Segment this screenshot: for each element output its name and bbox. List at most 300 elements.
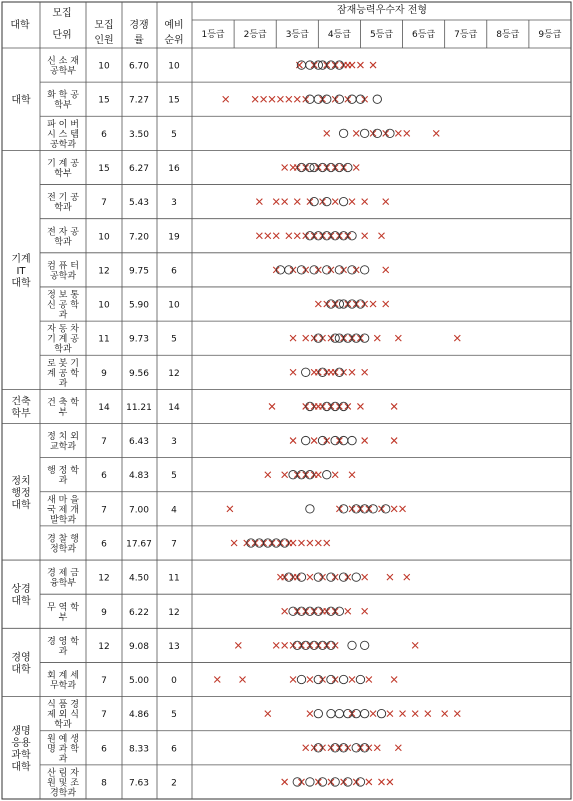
quota-value: 7 <box>101 437 107 448</box>
unit-name: 계 공 학 <box>47 368 79 379</box>
passed-applicant-mark <box>310 266 318 274</box>
passed-applicant-mark <box>302 436 310 444</box>
college-name: 경영 <box>11 652 31 664</box>
rate-value: 9.08 <box>128 641 150 652</box>
reserve-value: 11 <box>168 573 180 584</box>
quota-value: 10 <box>98 232 110 243</box>
passed-applicant-mark <box>360 129 368 137</box>
failed-applicant-mark <box>303 335 309 341</box>
unit-name: 과 <box>58 646 68 657</box>
failed-applicant-mark <box>357 403 363 409</box>
passed-applicant-mark <box>344 709 352 717</box>
passed-applicant-mark <box>314 607 322 615</box>
passed-applicant-mark <box>327 300 335 308</box>
unit-name: 기 계 공 <box>47 334 79 345</box>
failed-applicant-mark <box>307 677 313 683</box>
failed-applicant-mark <box>387 711 393 717</box>
failed-applicant-mark <box>395 745 401 751</box>
failed-applicant-mark <box>362 438 368 444</box>
unit-name: 교학과 <box>49 442 77 453</box>
failed-applicant-mark <box>383 199 389 205</box>
failed-applicant-mark <box>370 62 376 68</box>
rate-value: 6.43 <box>128 437 150 448</box>
table-grid <box>2 2 571 799</box>
passed-applicant-mark <box>323 232 331 240</box>
passed-applicant-mark <box>335 607 343 615</box>
quota-header-line2: 인원 <box>94 35 114 46</box>
rate-value: 7.00 <box>128 505 150 516</box>
passed-applicant-mark <box>306 402 314 410</box>
failed-applicant-mark <box>379 779 385 785</box>
failed-applicant-mark <box>387 574 393 580</box>
passed-applicant-mark <box>306 607 314 615</box>
quota-value: 7 <box>101 676 107 687</box>
failed-applicant-mark <box>265 472 271 478</box>
rate-value: 4.83 <box>128 471 150 482</box>
unit-name: 무학과 <box>49 681 77 692</box>
failed-applicant-mark <box>227 506 233 512</box>
college-name: 과학 <box>11 749 31 761</box>
college-name: 건축 <box>11 396 31 408</box>
rate-value: 8.33 <box>128 744 150 755</box>
rate-value: 9.73 <box>128 334 150 345</box>
passed-applicant-mark <box>339 402 347 410</box>
passed-applicant-mark <box>327 709 335 717</box>
passed-applicant-mark <box>297 675 305 683</box>
college-name: 대학 <box>11 596 31 608</box>
quota-value: 7 <box>101 505 107 516</box>
reserve-value: 15 <box>168 95 180 106</box>
failed-applicant-mark <box>273 642 279 648</box>
rate-header-line1: 경쟁 <box>129 20 149 31</box>
failed-applicant-mark <box>273 199 279 205</box>
failed-applicant-mark <box>395 130 401 136</box>
quota-value: 14 <box>98 402 110 413</box>
passed-applicant-mark <box>297 607 305 615</box>
failed-applicant-mark <box>256 233 262 239</box>
passed-applicant-mark <box>314 744 322 752</box>
passed-applicant-mark <box>331 778 339 786</box>
rate-value: 6.27 <box>128 163 150 174</box>
passed-applicant-mark <box>297 573 305 581</box>
failed-applicant-mark <box>345 608 351 614</box>
passed-applicant-mark <box>352 334 360 342</box>
passed-applicant-mark <box>323 471 331 479</box>
reserve-value: 13 <box>168 641 180 652</box>
failed-applicant-mark <box>307 540 313 546</box>
table-body <box>11 55 460 799</box>
failed-applicant-mark <box>370 301 376 307</box>
unit-name: 학과 <box>54 720 72 731</box>
unit-name: 학부 <box>54 100 72 111</box>
rate-value: 3.50 <box>128 129 150 140</box>
quota-value: 10 <box>98 61 110 72</box>
quota-value: 12 <box>98 266 110 277</box>
failed-applicant-mark <box>294 233 300 239</box>
passed-applicant-mark <box>310 197 318 205</box>
rate-value: 7.63 <box>128 778 150 789</box>
failed-applicant-mark <box>362 608 368 614</box>
failed-applicant-mark <box>412 711 418 717</box>
passed-applicant-mark <box>318 641 326 649</box>
passed-applicant-mark <box>335 95 343 103</box>
grade-tick-label: 3등급 <box>285 30 309 40</box>
passed-applicant-mark <box>272 539 280 547</box>
failed-applicant-mark <box>395 335 401 341</box>
failed-applicant-mark <box>349 62 355 68</box>
quota-value: 15 <box>98 163 110 174</box>
failed-applicant-mark <box>240 677 246 683</box>
reserve-value: 2 <box>171 778 177 789</box>
passed-applicant-mark <box>386 129 394 137</box>
unit-name: 공학과 <box>49 271 77 282</box>
failed-applicant-mark <box>433 130 439 136</box>
college-name: 정치 <box>11 475 31 487</box>
failed-applicant-mark <box>391 506 397 512</box>
quota-value: 6 <box>101 471 107 482</box>
passed-applicant-mark <box>314 95 322 103</box>
failed-applicant-mark <box>412 642 418 648</box>
failed-applicant-mark <box>261 96 267 102</box>
passed-applicant-mark <box>352 573 360 581</box>
passed-applicant-mark <box>348 641 356 649</box>
unit-name: 회 계 세 <box>47 671 79 682</box>
unit-header-line1: 모집 <box>52 8 72 19</box>
unit-name: 컴 퓨 터 <box>47 261 79 272</box>
unit-name: 로 봇 기 <box>47 358 79 369</box>
failed-applicant-mark <box>391 403 397 409</box>
failed-applicant-mark <box>383 301 389 307</box>
passed-applicant-mark <box>323 197 331 205</box>
passed-applicant-mark <box>331 402 339 410</box>
passed-applicant-mark <box>377 709 385 717</box>
unit-name: 학과 <box>54 237 72 248</box>
passed-applicant-mark <box>314 232 322 240</box>
passed-applicant-mark <box>348 436 356 444</box>
rate-value: 5.43 <box>128 198 150 209</box>
quota-value: 12 <box>98 641 110 652</box>
unit-name: 건 축 학 <box>47 397 79 408</box>
quota-value: 7 <box>101 710 107 721</box>
passed-applicant-mark <box>339 744 347 752</box>
passed-applicant-mark <box>335 709 343 717</box>
college-name: 응용 <box>11 737 31 749</box>
passed-applicant-mark <box>264 539 272 547</box>
plot-title: 잠재능력우수자 전형 <box>336 5 428 16</box>
unit-name: 명 과 학 <box>47 744 79 755</box>
unit-name: 경 찰 행 <box>47 534 79 545</box>
college-name: 상경 <box>11 584 31 596</box>
failed-applicant-mark <box>454 335 460 341</box>
college-name: 대학 <box>11 95 31 107</box>
reserve-value: 7 <box>171 539 177 550</box>
grade-tick-label: 1등급 <box>201 30 225 40</box>
quota-value: 7 <box>101 198 107 209</box>
failed-applicant-mark <box>294 199 300 205</box>
reserve-value: 5 <box>171 471 177 482</box>
quota-value: 6 <box>101 129 107 140</box>
failed-applicant-mark <box>265 233 271 239</box>
rate-value: 5.00 <box>128 676 150 687</box>
reserve-value: 12 <box>168 368 180 379</box>
passed-applicant-mark <box>323 95 331 103</box>
rate-value: 9.56 <box>128 368 150 379</box>
passed-applicant-mark <box>327 573 335 581</box>
unit-name: 과 <box>58 754 68 765</box>
passed-applicant-mark <box>302 641 310 649</box>
failed-applicant-mark <box>454 711 460 717</box>
college-header: 대학 <box>10 20 30 31</box>
passed-applicant-mark <box>306 95 314 103</box>
failed-applicant-mark <box>349 369 355 375</box>
rate-value: 17.67 <box>126 539 152 550</box>
failed-applicant-mark <box>273 233 279 239</box>
rate-value: 4.50 <box>128 573 150 584</box>
unit-name: 제 외 식 <box>47 710 79 721</box>
failed-applicant-mark <box>290 540 296 546</box>
failed-applicant-mark <box>366 677 372 683</box>
quota-value: 9 <box>101 368 107 379</box>
failed-applicant-mark <box>332 472 338 478</box>
failed-applicant-mark <box>404 130 410 136</box>
passed-applicant-mark <box>310 641 318 649</box>
failed-applicant-mark <box>357 62 363 68</box>
reserve-header-line2: 순위 <box>164 35 184 46</box>
reserve-value: 3 <box>171 198 177 209</box>
table-border <box>2 2 571 799</box>
passed-applicant-mark <box>318 163 326 171</box>
failed-applicant-mark <box>391 677 397 683</box>
passed-applicant-mark <box>339 436 347 444</box>
failed-applicant-mark <box>307 711 313 717</box>
quota-value: 6 <box>101 539 107 550</box>
passed-applicant-mark <box>276 266 284 274</box>
passed-applicant-mark <box>289 471 297 479</box>
failed-applicant-mark <box>294 96 300 102</box>
failed-applicant-mark <box>290 677 296 683</box>
passed-applicant-mark <box>297 266 305 274</box>
unit-name: 자 동 차 <box>47 324 79 335</box>
college-name: 학부 <box>11 408 31 420</box>
failed-applicant-mark <box>324 130 330 136</box>
grade-tick-label: 5등급 <box>369 30 394 40</box>
unit-name: 학과 <box>54 344 72 355</box>
failed-applicant-mark <box>353 130 359 136</box>
college-name: 대학 <box>11 664 31 676</box>
passed-applicant-mark <box>352 744 360 752</box>
quota-value: 10 <box>98 300 110 311</box>
passed-applicant-mark <box>327 675 335 683</box>
unit-name: 식 품 경 <box>47 700 79 711</box>
passed-applicant-mark <box>356 778 364 786</box>
unit-name: 원 및 조 <box>47 778 79 789</box>
passed-applicant-mark <box>335 61 343 69</box>
passed-applicant-mark <box>360 641 368 649</box>
passed-applicant-mark <box>344 334 352 342</box>
unit-name: 과 <box>58 310 68 321</box>
passed-applicant-mark <box>335 163 343 171</box>
unit-name: 행 정 학 <box>47 466 79 477</box>
failed-applicant-mark <box>387 779 393 785</box>
passed-applicant-mark <box>297 61 305 69</box>
unit-name: 산 림 자 <box>47 768 79 779</box>
passed-applicant-mark <box>297 163 305 171</box>
failed-applicant-mark <box>256 199 262 205</box>
college-name: 대학 <box>11 277 31 289</box>
passed-applicant-mark <box>369 505 377 513</box>
grade-tick-label: 8등급 <box>496 30 520 40</box>
quota-value: 6 <box>101 744 107 755</box>
passed-applicant-mark <box>306 471 314 479</box>
failed-applicant-mark <box>400 506 406 512</box>
passed-applicant-mark <box>306 505 314 513</box>
reserve-value: 5 <box>171 129 177 140</box>
failed-applicant-mark <box>290 335 296 341</box>
passed-applicant-mark <box>302 368 310 376</box>
failed-applicant-mark <box>349 677 355 683</box>
reserve-value: 14 <box>168 402 180 413</box>
unit-name: 정 보 통 <box>47 290 79 301</box>
reserve-value: 10 <box>168 61 180 72</box>
rate-value: 7.20 <box>128 232 150 243</box>
college-name: 기계 <box>11 253 31 265</box>
passed-applicant-mark <box>297 471 305 479</box>
unit-name: 기 계 공 <box>47 158 79 169</box>
passed-applicant-mark <box>356 95 364 103</box>
failed-applicant-mark <box>282 199 288 205</box>
unit-name: 과 <box>58 378 68 389</box>
passed-applicant-mark <box>318 778 326 786</box>
passed-applicant-mark <box>318 368 326 376</box>
unit-name: 융학부 <box>49 578 77 589</box>
passed-applicant-mark <box>331 744 339 752</box>
failed-applicant-mark <box>349 472 355 478</box>
failed-applicant-mark <box>379 233 385 239</box>
passed-applicant-mark <box>352 505 360 513</box>
passed-applicant-mark <box>335 266 343 274</box>
reserve-value: 19 <box>168 232 180 243</box>
reserve-value: 5 <box>171 334 177 345</box>
passed-applicant-mark <box>255 539 263 547</box>
failed-applicant-mark <box>374 335 380 341</box>
failed-applicant-mark <box>400 711 406 717</box>
unit-name: 파 이 버 <box>47 119 79 130</box>
grade-axis-labels <box>201 29 561 40</box>
passed-applicant-mark <box>285 573 293 581</box>
grade-tick-label: 9등급 <box>538 30 562 40</box>
unit-name: 전 자 공 <box>47 227 79 238</box>
passed-applicant-mark <box>344 778 352 786</box>
failed-applicant-mark <box>404 574 410 580</box>
college-name: IT <box>16 265 26 277</box>
passed-applicant-mark <box>335 368 343 376</box>
rate-value: 6.22 <box>128 607 150 618</box>
failed-applicant-mark <box>315 540 321 546</box>
unit-name: 시 스 템 <box>47 129 79 140</box>
failed-applicant-mark <box>282 608 288 614</box>
failed-applicant-mark <box>370 711 376 717</box>
failed-applicant-mark <box>269 96 275 102</box>
college-name: 생명 <box>11 725 31 737</box>
passed-applicant-mark <box>331 436 339 444</box>
failed-applicant-mark <box>286 233 292 239</box>
failed-applicant-mark <box>366 779 372 785</box>
college-name: 대학 <box>11 761 31 773</box>
failed-applicant-mark <box>223 96 229 102</box>
failed-applicant-mark <box>324 540 330 546</box>
unit-name: 부 <box>58 612 68 623</box>
quota-value: 11 <box>98 334 110 345</box>
passed-applicant-mark <box>373 129 381 137</box>
failed-applicant-mark <box>290 369 296 375</box>
unit-name: 국 제 개 <box>47 505 79 516</box>
unit-name: 전 기 공 <box>47 193 79 204</box>
unit-name: 공학과 <box>49 139 77 150</box>
failed-applicant-mark <box>311 438 317 444</box>
reserve-value: 4 <box>171 505 177 516</box>
unit-name: 경 영 학 <box>47 636 79 647</box>
failed-applicant-mark <box>332 199 338 205</box>
passed-applicant-mark <box>360 266 368 274</box>
failed-applicant-mark <box>282 472 288 478</box>
rate-value: 11.21 <box>126 402 152 413</box>
failed-applicant-mark <box>425 711 431 717</box>
passed-applicant-mark <box>348 266 356 274</box>
unit-name: 신 공 학 <box>47 300 79 311</box>
unit-name: 학부 <box>54 168 72 179</box>
failed-applicant-mark <box>307 574 313 580</box>
failed-applicant-mark <box>282 779 288 785</box>
unit-name: 부 <box>58 407 68 418</box>
rate-value: 4.86 <box>128 710 150 721</box>
reserve-value: 5 <box>171 710 177 721</box>
failed-applicant-mark <box>290 438 296 444</box>
passed-applicant-mark <box>247 539 255 547</box>
unit-name: 새 마 을 <box>47 495 79 506</box>
failed-applicant-mark <box>362 574 368 580</box>
failed-applicant-mark <box>383 267 389 273</box>
reserve-value: 6 <box>171 744 177 755</box>
passed-applicant-mark <box>344 163 352 171</box>
failed-applicant-mark <box>362 199 368 205</box>
passed-applicant-mark <box>314 334 322 342</box>
rate-header-line2: 률 <box>134 35 144 46</box>
failed-applicant-mark <box>442 711 448 717</box>
reserve-value: 10 <box>168 300 180 311</box>
failed-applicant-mark <box>374 745 380 751</box>
unit-name: 발학과 <box>49 515 77 526</box>
rate-value: 6.70 <box>128 61 150 72</box>
passed-applicant-mark <box>339 129 347 137</box>
grade-tick-label: 7등급 <box>454 30 478 40</box>
failed-applicant-mark <box>269 403 275 409</box>
failed-applicant-mark <box>282 164 288 170</box>
reserve-value: 0 <box>171 676 177 687</box>
quota-header-line1: 모집 <box>94 20 114 31</box>
failed-applicant-mark <box>277 96 283 102</box>
passed-applicant-mark <box>285 266 293 274</box>
failed-applicant-mark <box>315 472 321 478</box>
passed-applicant-mark <box>348 95 356 103</box>
passed-applicant-mark <box>289 607 297 615</box>
reserve-value: 12 <box>168 607 180 618</box>
rate-value: 9.75 <box>128 266 150 277</box>
quota-value: 15 <box>98 95 110 106</box>
unit-name: 정 치 외 <box>47 432 79 443</box>
reserve-value: 6 <box>171 266 177 277</box>
reserve-value: 3 <box>171 437 177 448</box>
rate-value: 7.27 <box>128 95 150 106</box>
